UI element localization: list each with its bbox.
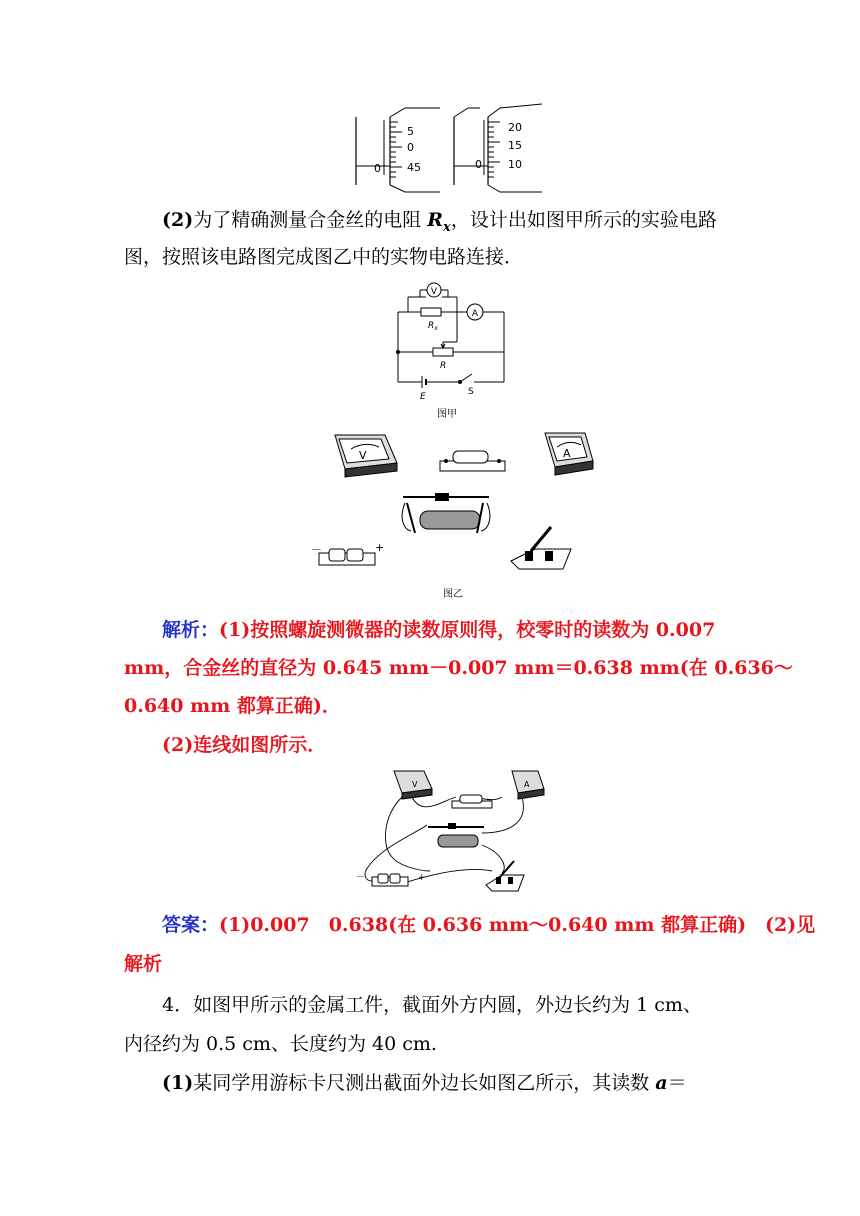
left-scale-5: 5 bbox=[407, 125, 414, 138]
svg-text:V: V bbox=[359, 449, 367, 462]
micrometer-right bbox=[454, 104, 542, 192]
solution-line4: (2)连线如图所示． bbox=[162, 734, 327, 756]
equipment-caption: 图乙 bbox=[443, 589, 463, 600]
q2-var: R bbox=[427, 209, 444, 231]
solution-line2: mm，合金丝的直径为 0.645 mm－0.007 mm＝0.638 mm(在 0.636～ bbox=[124, 657, 793, 679]
wired-voltmeter bbox=[394, 771, 432, 799]
solution-line3: 0.640 mm 都算正确)． bbox=[124, 695, 341, 717]
right-zero: 0 bbox=[475, 158, 482, 171]
circuit-r-label: R bbox=[440, 361, 447, 371]
right-scale-10: 10 bbox=[508, 158, 522, 171]
solution-text1: (1)按照螺旋测微器的读数原则得，校零时的读数为 0.007 bbox=[219, 619, 716, 641]
wired-switch bbox=[486, 861, 524, 891]
q2-line1 bbox=[162, 206, 717, 242]
circuit-voltmeter-label: V bbox=[430, 287, 438, 297]
circuit-rx-label: $R_x$ bbox=[428, 321, 438, 332]
solution-label: 解析： bbox=[162, 619, 220, 641]
circuit-caption: 图甲 bbox=[437, 409, 457, 420]
wired-rheostat bbox=[428, 823, 484, 847]
svg-text:V: V bbox=[412, 780, 418, 789]
answer-label: 答案： bbox=[162, 914, 220, 936]
left-scale-45: 45 bbox=[407, 161, 421, 174]
svg-text:+: + bbox=[375, 541, 385, 554]
micrometer-figure bbox=[350, 100, 550, 195]
circuit-e-label: E bbox=[420, 392, 426, 402]
battery-device bbox=[311, 541, 384, 565]
q4-line1: 4．如图甲所示的金属工件，截面外方内圆，外边长约为 1 cm、 bbox=[162, 994, 702, 1016]
svg-text:+: + bbox=[418, 873, 426, 883]
q2-text1: 为了精确测量合金丝的电阻 bbox=[193, 209, 428, 231]
q2-sub: x bbox=[443, 219, 451, 235]
svg-text:－: － bbox=[356, 873, 366, 883]
rheostat-device bbox=[402, 493, 490, 533]
resistor-device bbox=[440, 451, 505, 471]
answer-line2: 解析 bbox=[124, 953, 163, 975]
answer-line1 bbox=[162, 911, 815, 939]
solution-line1 bbox=[162, 616, 715, 644]
equipment-figure bbox=[305, 425, 595, 580]
circuit-ammeter-label: A bbox=[471, 309, 479, 319]
q4-var: a bbox=[655, 1072, 668, 1094]
circuit-s-label: S bbox=[468, 387, 474, 397]
svg-text:－: － bbox=[311, 543, 322, 556]
q2-line2: 图，按照该电路图完成图乙中的实物电路连接． bbox=[124, 246, 524, 268]
svg-text:A: A bbox=[563, 447, 571, 460]
switch-device bbox=[511, 527, 571, 569]
q2-text2: ，设计出如图甲所示的实验电路 bbox=[450, 209, 717, 231]
q4-line3 bbox=[162, 1069, 687, 1097]
wired-figure bbox=[352, 767, 552, 895]
q2-prefix: (2) bbox=[162, 209, 194, 231]
circuit-diagram bbox=[390, 278, 510, 418]
left-scale-0: 0 bbox=[407, 141, 414, 154]
right-scale-15: 15 bbox=[508, 139, 522, 152]
q4-end: ＝ bbox=[667, 1072, 687, 1094]
voltmeter-device bbox=[335, 435, 397, 477]
right-scale-20: 20 bbox=[508, 121, 522, 134]
q4-line2: 内径约为 0.5 cm、长度约为 40 cm. bbox=[124, 1033, 437, 1055]
answer-text1: (1)0.007 0.638(在 0.636 mm～0.640 mm 都算正确) (2)见 bbox=[219, 914, 816, 936]
left-zero: 0 bbox=[374, 162, 381, 175]
micrometer-left bbox=[356, 108, 440, 192]
wired-ammeter bbox=[512, 771, 544, 799]
svg-text:A: A bbox=[524, 780, 530, 789]
q4-text: 某同学用游标卡尺测出截面外边长如图乙所示，其读数 bbox=[193, 1072, 656, 1094]
ammeter-device bbox=[545, 433, 593, 475]
wired-resistor bbox=[452, 795, 492, 808]
q4-prefix: (1) bbox=[162, 1072, 194, 1094]
